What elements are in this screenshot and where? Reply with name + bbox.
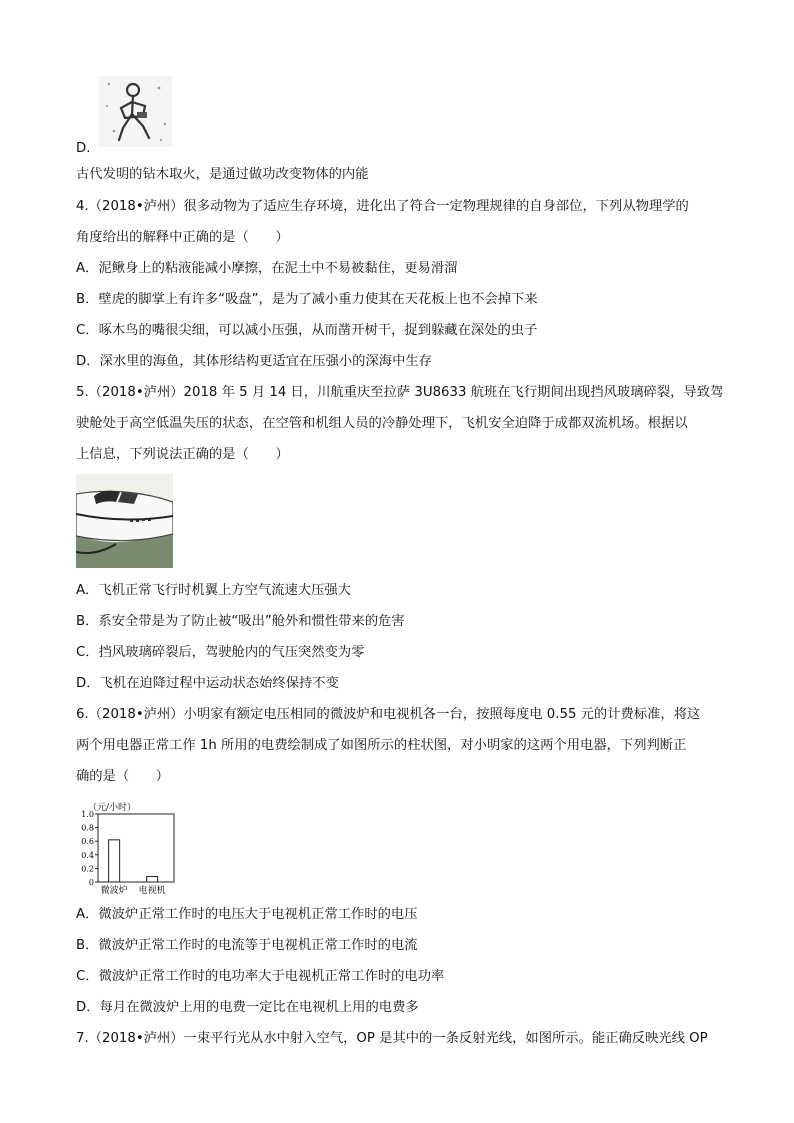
q6-stem-line1: 6.（2018•泸州）小明家有额定电压相同的微波炉和电视机各一台，按照每度电 0.55 元的计费标准，将这 (76, 707, 701, 722)
q6-option-d: D．每月在微波炉上用的电费一定比在电视机上用的电费多 (76, 1000, 419, 1015)
q5-stem-line2: 驶舱处于高空低温失压的状态，在空管和机组人员的冷静处理下，飞机安全迫降于成都双流机场。根据以 (76, 416, 688, 431)
chart-x-categories (101, 884, 166, 896)
q5-stem-line3: 上信息，下列说法正确的是（ ） (76, 447, 289, 462)
chart-bars (109, 840, 158, 882)
chart-y-tick-label: 0.4 (81, 850, 94, 860)
option-d-label: D. (76, 141, 91, 156)
chart-bar (109, 840, 120, 882)
q5-option-a: A．飞机正常飞行时机翼上方空气流速大压强大 (76, 583, 352, 598)
q4-option-a: A．泥鳅身上的粘液能减小摩擦，在泥土中不易被黏住，更易滑溜 (76, 261, 458, 276)
option-d-text: 古代发明的钻木取火，是通过做功改变物体的内能 (76, 167, 369, 182)
chart-y-axis-label: （元/小时） (88, 803, 137, 813)
chart-y-tick-label: 1.0 (81, 810, 94, 819)
chart-y-tick-label: 0.8 (81, 823, 94, 833)
airplane-cockpit-image (76, 474, 173, 568)
q5-option-b: B．系安全带是为了防止被“吸出”舱外和惯性带来的危害 (76, 614, 405, 629)
electricity-cost-bar-chart (74, 802, 184, 898)
q4-option-b: B．壁虎的脚掌上有许多“吸盘”，是为了减小重力使其在天花板上也不会掉下来 (76, 292, 538, 307)
chart-bar (147, 877, 158, 882)
option-d-figure-image (99, 76, 172, 147)
q6-option-b: B．微波炉正常工作时的电流等于电视机正常工作时的电流 (76, 938, 418, 953)
q4-stem-line1: 4.（2018•泸州）很多动物为了适应生存环境，进化出了符合一定物理规律的自身部位，下列从物理学的 (76, 199, 689, 214)
chart-category-label: 电视机 (138, 886, 166, 896)
q4-option-d: D．深水里的海鱼，其体形结构更适宜在压强小的深海中生存 (76, 354, 432, 369)
q4-option-c: C．啄木鸟的嘴很尖细，可以减小压强，从而凿开树干，捉到躲藏在深处的虫子 (76, 323, 538, 338)
q7-stem-line1: 7.（2018•泸州）一束平行光从水中射入空气，OP 是其中的一条反射光线，如图所示。能正确反映光线 OP (76, 1031, 708, 1046)
chart-y-tick-label: 0.2 (81, 864, 94, 874)
chart-y-tick-label: 0 (88, 878, 94, 887)
q6-option-c: C．微波炉正常工作时的电功率大于电视机正常工作时的电功率 (76, 969, 445, 984)
q4-stem-line2: 角度给出的解释中正确的是（ ） (76, 230, 289, 245)
chart-y-tick-label: 0.6 (81, 837, 94, 847)
chart-y-ticks (81, 810, 98, 887)
q5-stem-line1: 5.（2018•泸州）2018 年 5 月 14 日，川航重庆至拉萨 3U8633 航班在飞行期间出现挡风玻璃碎裂，导致驾 (76, 385, 724, 400)
q6-stem-line2: 两个用电器正常工作 1h 所用的电费绘制成了如图所示的柱状图，对小明家的这两个用电器，下列判断正 (76, 738, 687, 753)
chart-category-label: 微波炉 (100, 886, 128, 896)
q5-option-c: C．挡风玻璃碎裂后，驾驶舱内的气压突然变为零 (76, 645, 365, 660)
q6-stem-line3: 确的是（ ） (76, 769, 170, 784)
q6-option-a: A．微波炉正常工作时的电压大于电视机正常工作时的电压 (76, 907, 418, 922)
q5-option-d: D．飞机在迫降过程中运动状态始终保持不变 (76, 676, 339, 691)
